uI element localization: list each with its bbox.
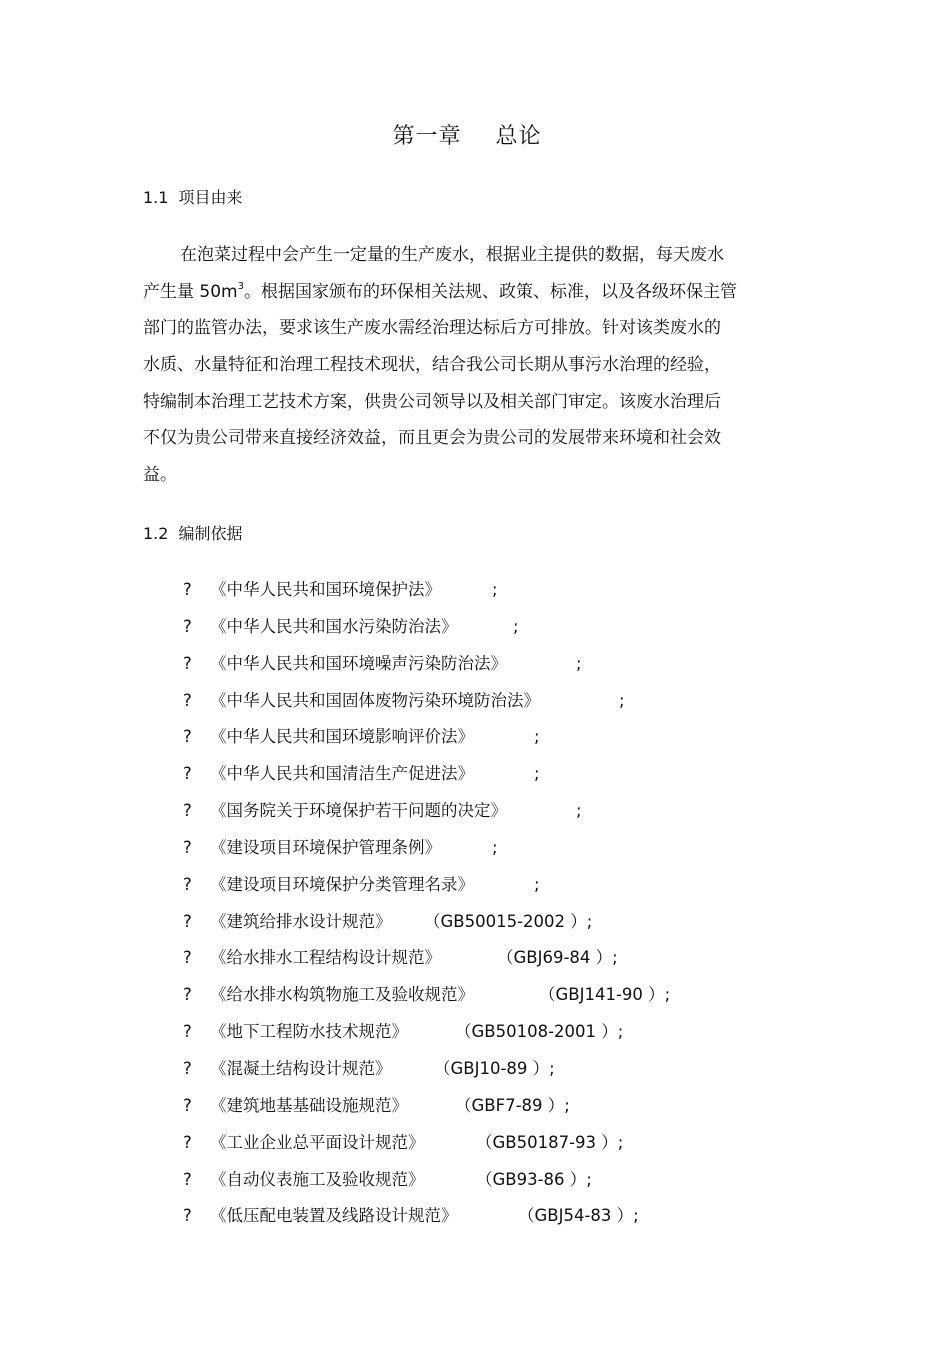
bullet-marker: ? xyxy=(183,1132,192,1152)
chapter-title xyxy=(0,120,934,154)
bullet-marker: ? xyxy=(183,874,192,894)
reference-item xyxy=(183,904,593,941)
bullet-marker: ? xyxy=(183,911,192,931)
reference-name: 《中华人民共和国环境保护法》 xyxy=(210,580,441,599)
chapter-name: 总论 xyxy=(495,124,542,149)
bullet-marker: ? xyxy=(183,727,192,747)
reference-item xyxy=(183,940,618,977)
reference-name: 《建设项目环境保护管理条例》 xyxy=(210,837,441,857)
superscript: 3 xyxy=(237,280,244,292)
bullet-marker: ? xyxy=(183,1095,192,1115)
reference-name: 《给水排水工程结构设计规范》 xyxy=(210,948,441,968)
chapter-label: 第一章 xyxy=(392,124,462,149)
paragraph-text: 产生量 50m xyxy=(143,281,238,302)
reference-tail: （GBJ54-83 ）; xyxy=(518,1206,639,1226)
reference-tail: ; xyxy=(534,764,540,784)
reference-name: 《低压配电装置及线路设计规范》 xyxy=(210,1206,458,1226)
reference-item xyxy=(183,1125,624,1162)
paragraph-line: 在泡菜过程中会产生一定量的生产废水，根据业主提供的数据，每天废水 xyxy=(180,245,724,265)
bullet-marker: ? xyxy=(183,690,192,710)
section-number: 1.1 xyxy=(143,188,169,207)
paragraph-line: 特编制本治理工艺技术方案，供贵公司领导以及相关部门审定。该废水治理后 xyxy=(143,391,721,412)
reference-item xyxy=(183,867,540,904)
reference-name: 《建设项目环境保护分类管理名录》 xyxy=(210,874,474,894)
paragraph-line: 益。 xyxy=(143,465,177,486)
section-title: 编制依据 xyxy=(178,524,243,543)
reference-tail: ; xyxy=(534,727,540,747)
bullet-marker: ? xyxy=(183,653,192,673)
bullet-marker: ? xyxy=(183,1169,192,1189)
reference-item xyxy=(183,609,540,646)
reference-list xyxy=(183,572,671,1235)
reference-tail: ; xyxy=(492,837,498,857)
bullet-marker: ? xyxy=(183,764,192,784)
bullet-marker: ? xyxy=(183,1206,192,1226)
reference-name: 《中华人民共和国环境噪声污染防治法》 xyxy=(210,653,507,673)
reference-tail: （GBJ10-89 ）; xyxy=(434,1058,555,1078)
reference-name: 《中华人民共和国水污染防治法》 xyxy=(210,616,458,636)
reference-name: 《中华人民共和国固体废物污染环境防治法》 xyxy=(210,690,540,710)
section-number: 1.2 xyxy=(143,524,169,543)
bullet-marker: ? xyxy=(183,985,192,1005)
paragraph-text: 。根据国家颁布的环保相关法规、政策、标准，以及各级环保主管 xyxy=(243,281,737,302)
bullet-marker: ? xyxy=(183,580,192,599)
bullet-marker: ? xyxy=(183,948,192,968)
paragraph-line: 不仅为贵公司带来直接经济效益，而且更会为贵公司的发展带来环境和社会效 xyxy=(143,428,721,449)
reference-item xyxy=(183,719,540,756)
bullet-marker: ? xyxy=(183,1058,192,1078)
reference-name: 《混凝土结构设计规范》 xyxy=(210,1058,392,1078)
reference-tail: （GB50187-93 ）; xyxy=(476,1132,624,1152)
reference-tail: ; xyxy=(492,580,498,599)
reference-name: 《工业企业总平面设计规范》 xyxy=(210,1132,425,1152)
reference-tail: （GBJ141-90 ）; xyxy=(539,985,671,1005)
reference-tail: ; xyxy=(576,653,582,673)
section-heading-basis xyxy=(143,522,242,546)
reference-name: 《给水排水构筑物施工及验收规范》 xyxy=(210,985,474,1005)
reference-tail: （GB50108-2001 ）; xyxy=(455,1022,624,1042)
reference-name: 《中华人民共和国环境影响评价法》 xyxy=(210,727,474,747)
bullet-marker: ? xyxy=(183,837,192,857)
reference-name: 《自动仪表施工及验收规范》 xyxy=(210,1169,425,1189)
bullet-marker: ? xyxy=(183,616,192,636)
reference-item xyxy=(183,1198,639,1235)
reference-tail: （GBF7-89 ）; xyxy=(455,1095,570,1115)
reference-item xyxy=(183,977,671,1014)
reference-item xyxy=(183,830,540,867)
reference-name: 《地下工程防水技术规范》 xyxy=(210,1022,408,1042)
reference-tail: ; xyxy=(513,616,519,636)
reference-item xyxy=(183,756,540,793)
reference-name: 《建筑地基基础设施规范》 xyxy=(210,1095,408,1115)
bullet-marker: ? xyxy=(183,801,192,821)
section-heading-project-origin xyxy=(143,186,242,210)
reference-item xyxy=(183,1162,592,1199)
reference-item xyxy=(183,1051,555,1088)
reference-name: 《国务院关于环境保护若干问题的决定》 xyxy=(210,801,507,821)
reference-name: 《建筑给排水设计规范》 xyxy=(210,911,392,931)
paragraph-line: 水质、水量特征和治理工程技术现状，结合我公司长期从事污水治理的经验， xyxy=(143,355,721,376)
reference-tail: （GB93-86 ）; xyxy=(476,1169,592,1189)
paragraph-line xyxy=(143,274,768,311)
bullet-marker: ? xyxy=(183,1022,192,1042)
reference-item xyxy=(183,646,582,683)
reference-item xyxy=(183,793,582,830)
project-origin-paragraph xyxy=(143,237,768,494)
reference-item xyxy=(183,683,625,720)
reference-tail: ; xyxy=(534,874,540,894)
reference-item xyxy=(183,1014,624,1051)
reference-item xyxy=(183,1088,570,1125)
paragraph-line: 部门的监管办法，要求该生产废水需经治理达标后方可排放。针对该类废水的 xyxy=(143,318,721,339)
reference-name: 《中华人民共和国清洁生产促进法》 xyxy=(210,764,474,784)
reference-item xyxy=(183,572,540,609)
reference-tail: ; xyxy=(619,690,625,710)
section-title: 项目由来 xyxy=(178,188,243,207)
reference-tail: ; xyxy=(576,801,582,821)
reference-tail: （GB50015-2002 ）; xyxy=(424,911,593,931)
reference-tail: （GBJ69-84 ）; xyxy=(497,948,618,968)
